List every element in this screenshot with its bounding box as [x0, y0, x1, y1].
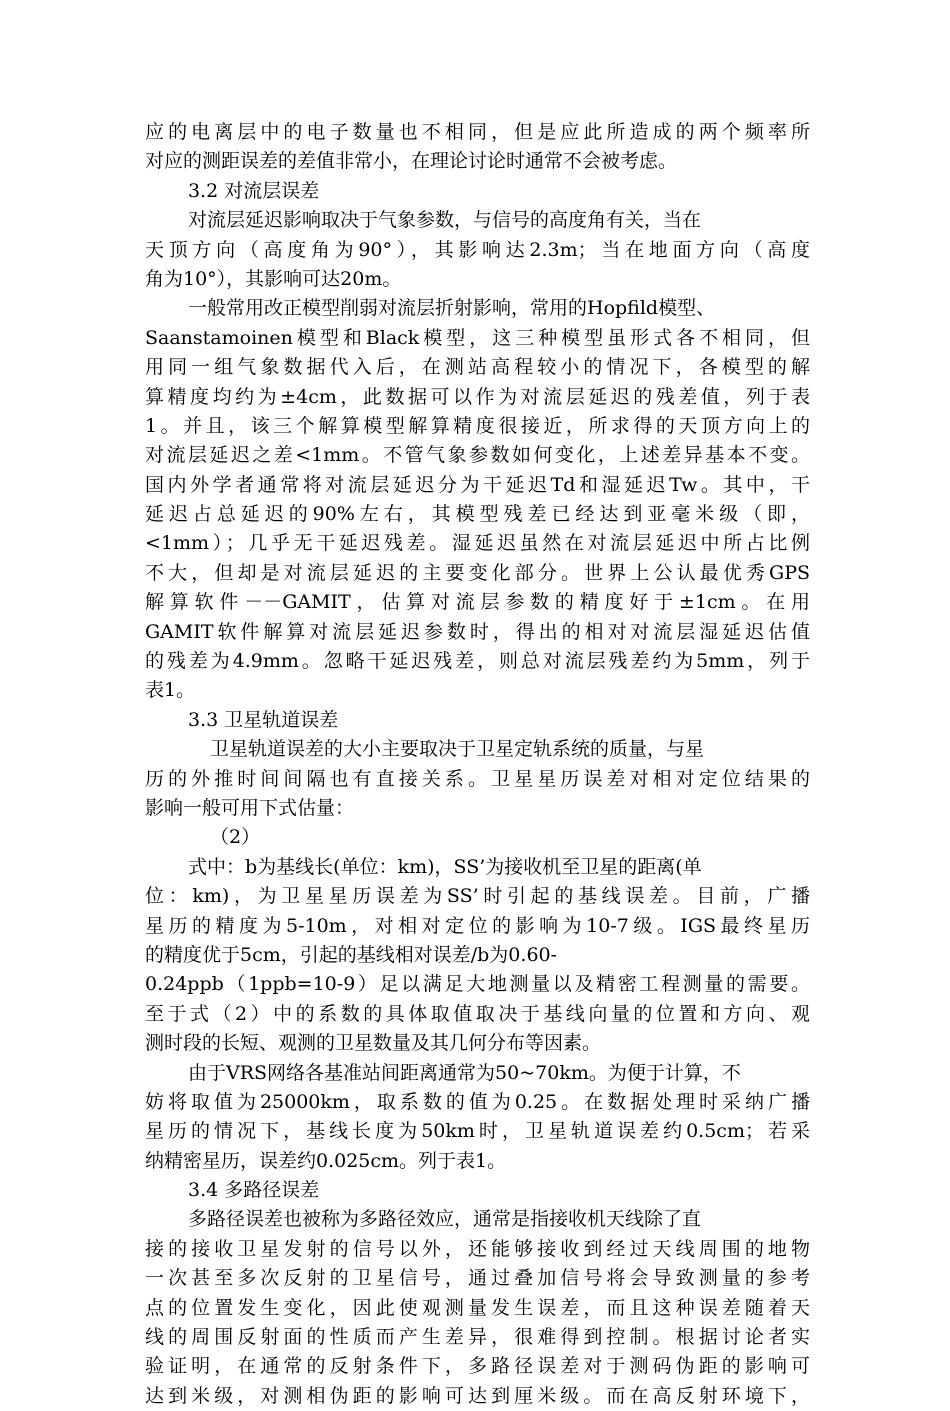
text-line: 接的接收卫星发射的信号以外，还能够接收到经过天线周围的地物	[145, 1237, 810, 1260]
text-line: 国内外学者通常将对流层延迟分为干延迟Td和湿延迟Tw。其中，干	[145, 473, 810, 496]
text-line: 测时段的长短、观测的卫星数量及其几何分布等因素。	[145, 1032, 602, 1055]
text-line: 对流层延迟影响取决于气象参数，与信号的高度角有关，当在	[188, 209, 702, 232]
text-line: 天顶方向（高度角为90°），其影响达2.3m；当在地面方向（高度	[145, 238, 810, 261]
text-line: 妨将取值为25000km，取系数的值为0.25。在数据处理时采纳广播	[145, 1090, 810, 1113]
text-line: 纳精密星历，误差约0.025cm。列于表1。	[145, 1149, 507, 1172]
text-line: 的精度优于5cm，引起的基线相对误差/b为0.60-	[145, 943, 558, 966]
text-line: 的残差为4.9mm。忽略干延迟残差，则总对流层残差约为5mm，列于	[145, 650, 810, 673]
text-line: 解算软件－－GAMIT，估算对流层参数的精度好于±1cm。在用	[145, 591, 810, 614]
text-line: （2）	[210, 826, 261, 849]
text-line: 卫星轨道误差的大小主要取决于卫星定轨系统的质量，与星	[210, 738, 705, 761]
text-line: 0.24ppb（1ppb=10-9）足以满足大地测量以及精密工程测量的需要。	[145, 973, 810, 996]
text-line: 验证明，在通常的反射条件下，多路径误差对于测码伪距的影响可	[145, 1355, 810, 1378]
text-line: 达到米级，对测相伪距的影响可达到厘米级。而在高反射环境下，	[145, 1384, 810, 1407]
text-line: 对流层延迟之差<1mm。不管气象参数如何变化，上述差异基本不变。	[145, 444, 810, 467]
text-line: 影响一般可用下式估量：	[145, 796, 355, 819]
text-line: 用同一组气象数据代入后，在测站高程较小的情况下，各模型的解	[145, 356, 810, 379]
text-line: 一般常用改正模型削弱对流层折射影响，常用的Hopfild模型、	[188, 297, 716, 320]
text-line: 式中：b为基线长(单位：km)，SS’为接收机至卫星的距离(单	[188, 855, 702, 878]
text-line: 1。并且，该三个解算模型解算精度很接近，所求得的天顶方向上的	[145, 414, 810, 437]
text-line: 线的周围反射面的性质而产生差异，很难得到控制。根据讨论者实	[145, 1326, 810, 1349]
text-line: 不大，但却是对流层延迟的主要变化部分。世界上公认最优秀GPS	[145, 561, 810, 584]
text-line: 3.3 卫星轨道误差	[188, 708, 339, 731]
text-line: 3.4 多路径误差	[188, 1179, 320, 1202]
text-line: Saanstamoinen模型和Black模型，这三种模型虽形式各不相同，但	[145, 326, 810, 349]
text-line: 算精度均约为±4cm，此数据可以作为对流层延迟的残差值，列于表	[145, 385, 810, 408]
text-line: 多路径误差也被称为多路径效应，通常是指接收机天线除了直	[188, 1208, 702, 1231]
text-line: 角为10°），其影响可达20m。	[145, 267, 402, 290]
text-line: 延迟占总延迟的90%左右，其模型残差已经达到亚毫米级（即，	[145, 503, 810, 526]
text-line: 位：km)，为卫星星历误差为SS’时引起的基线误差。目前，广播	[145, 885, 810, 908]
document-body	[145, 118, 810, 1411]
text-line: GAMIT软件解算对流层延迟参数时，得出的相对对流层湿延迟估值	[145, 620, 810, 643]
text-line: 应的电离层中的电子数量也不相同，但是应此所造成的两个频率所	[145, 121, 810, 143]
text-line: 表1。	[145, 679, 196, 702]
text-line: 点的位置发生变化，因此使观测量发生误差，而且这种误差随着天	[145, 1296, 810, 1319]
text-line: 历的外推时间间隔也有直接关系。卫星星历误差对相对定位结果的	[145, 767, 810, 790]
text-line: 由于VRS网络各基准站间距离通常为50~70km。为便于计算，不	[188, 1061, 741, 1084]
text-line: 3.2 对流层误差	[188, 179, 320, 202]
text-line: 一次甚至多次反射的卫星信号，通过叠加信号将会导致测量的参考	[145, 1267, 810, 1290]
text-line: 至于式（2）中的系数的具体取值取决于基线向量的位置和方向、观	[145, 1002, 810, 1025]
text-line: <1mm）；几乎无干延迟残差。湿延迟虽然在对流层延迟中所占比例	[145, 532, 810, 555]
text-line: 星历的情况下，基线长度为50km时，卫星轨道误差约0.5cm；若采	[145, 1120, 810, 1143]
text-line: 对应的测距误差的差值非常小，在理论讨论时通常不会被考虑。	[145, 150, 678, 173]
text-line: 星历的精度为5-10m，对相对定位的影响为10-7级。IGS最终星历	[145, 914, 810, 937]
